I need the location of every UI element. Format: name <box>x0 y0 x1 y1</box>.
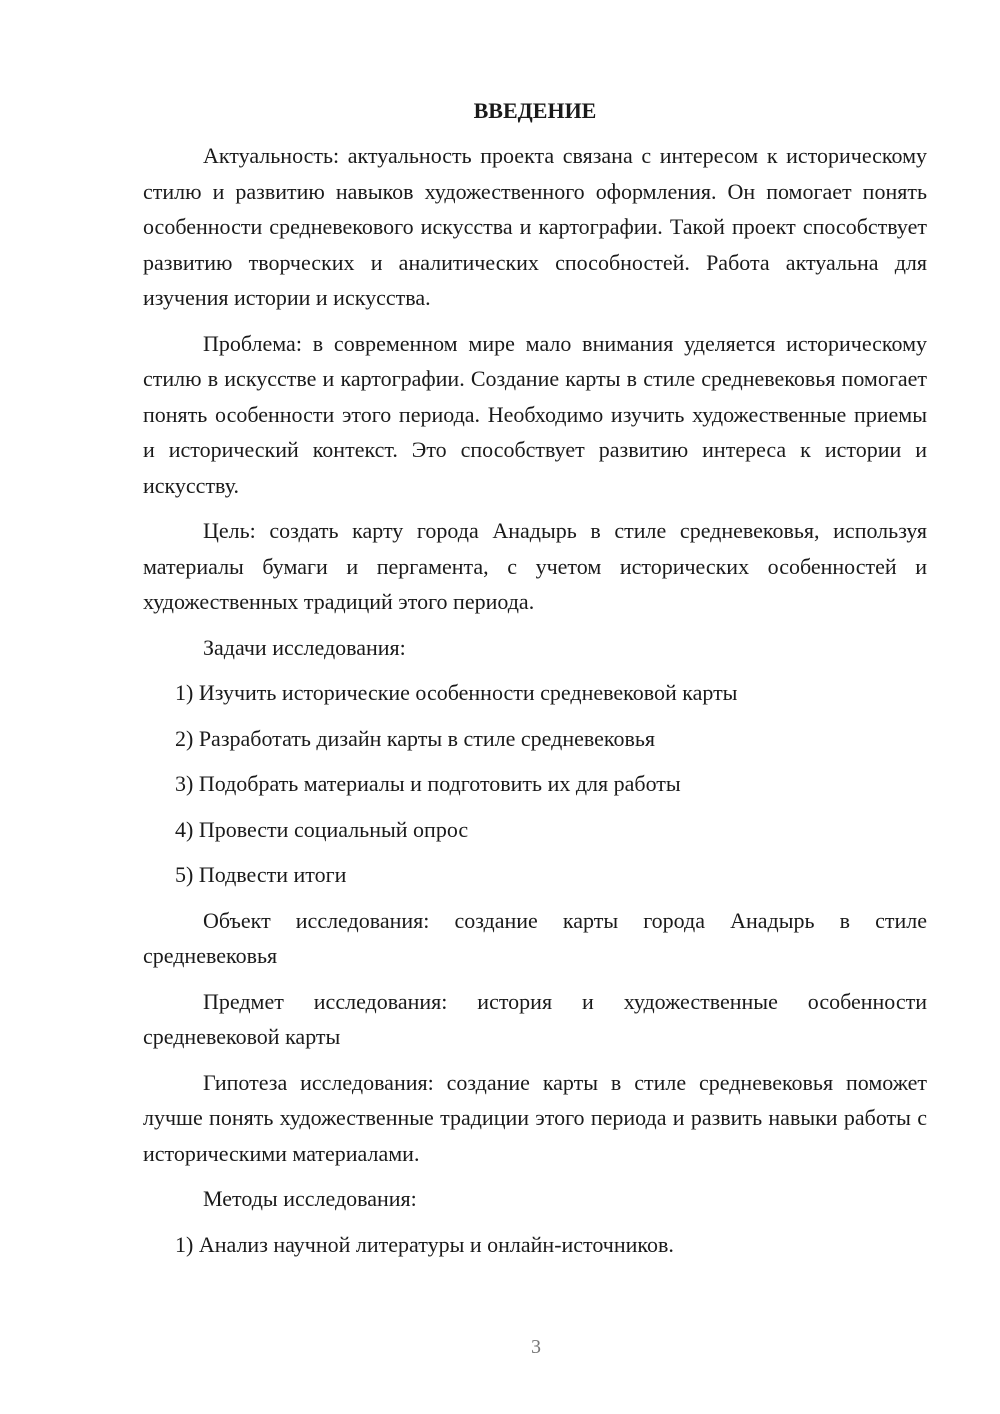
page-content <box>143 96 927 1262</box>
page-title: ВВЕДЕНИЕ <box>473 98 597 123</box>
subject-paragraph: Предмет исследования: история и художественные особенности средневековой карты <box>143 988 927 1049</box>
object-paragraph: Объект исследования: создание карты города Анадырь в стиле средневековья <box>143 907 927 968</box>
task-item: 4) Провести социальный опрос <box>175 816 469 842</box>
hypothesis-paragraph: Гипотеза исследования: создание карты в стиле средневековья поможет лучше понять художественные традиции этого периода и развить навыки работы с историческими материалами. <box>143 1069 927 1166</box>
page-number: 3 <box>531 1336 541 1358</box>
problem-paragraph: Проблема: в современном мире мало внимания уделяется историческому стилю в искусстве и картографии. Создание карты в стиле средневековья помогает понять особенности этого периода. Необходимо изучить художественные приемы и исторический контекст. Это способствует развитию интереса к истории и искусству. <box>143 330 927 498</box>
method-item: 1) Анализ научной литературы и онлайн-источников. <box>175 1231 674 1257</box>
goal-paragraph: Цель: создать карту города Анадырь в стиле средневековья, используя материалы бумаги и пергамента, с учетом исторических особенностей и художественных традиций этого периода. <box>143 518 927 614</box>
task-item: 3) Подобрать материалы и подготовить их для работы <box>175 771 681 796</box>
task-item: 5) Подвести итоги <box>175 862 347 887</box>
task-item: 1) Изучить исторические особенности средневековой карты <box>175 680 738 705</box>
methods-heading: Методы исследования: <box>203 1186 417 1211</box>
relevance-paragraph: Актуальность: актуальность проекта связана с интересом к историческому стилю и развитию навыков художественного оформления. Он помогает понять особенности средневекового искусства и картографии. Такой проект способствует развитию творческих и аналитических способностей. Работа актуальна для изучения истории и искусства. <box>143 143 927 310</box>
task-item: 2) Разработать дизайн карты в стиле средневековья <box>175 725 655 751</box>
tasks-heading: Задачи исследования: <box>203 634 406 660</box>
